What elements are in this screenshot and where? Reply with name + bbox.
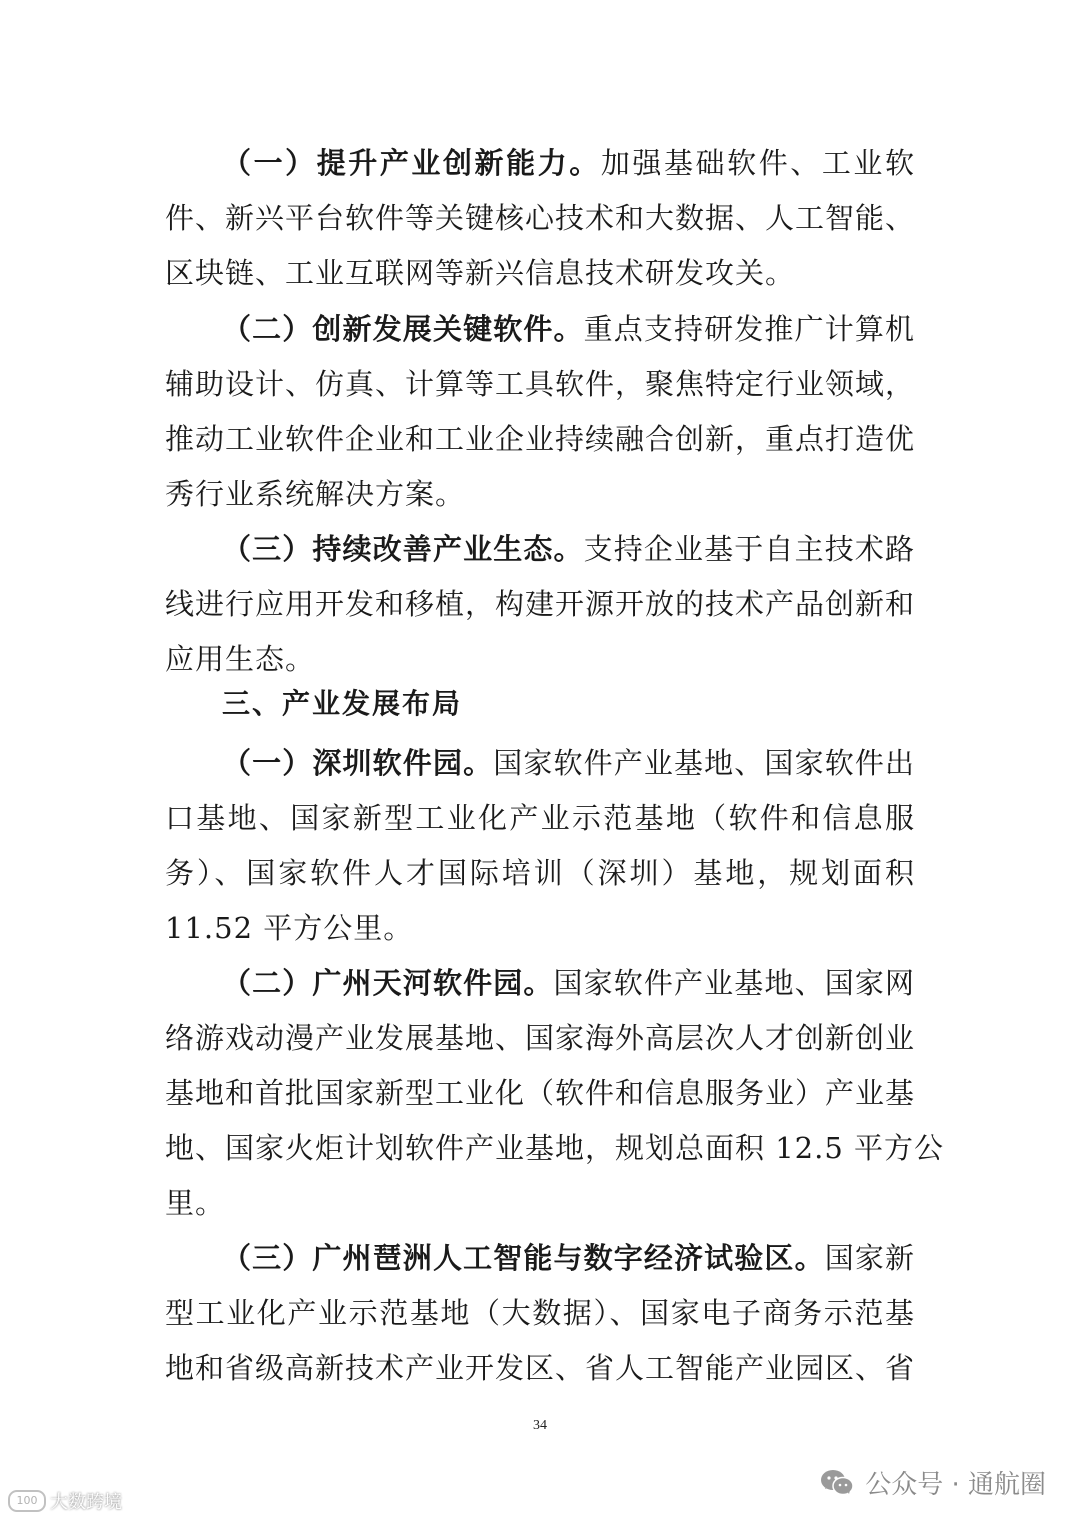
paragraph-line	[222, 746, 915, 780]
paragraph-text: 国家软件产业基地、国家网	[553, 966, 915, 1000]
paragraph-line	[165, 642, 915, 676]
paragraph-line	[165, 1351, 915, 1385]
paragraph-text: 国家软件产业基地、国家软件出	[493, 746, 915, 780]
paragraph-line	[222, 146, 915, 180]
paragraph-text: 秀行业系统解决方案。	[165, 477, 466, 511]
paragraph-heading: （二）广州天河软件园。	[222, 966, 554, 1000]
paragraph-line	[165, 587, 915, 621]
paragraph-line	[222, 966, 915, 1000]
paragraph-text: 支持企业基于自主技术路	[583, 532, 915, 566]
paragraph-text: 型工业化产业示范基地（大数据）、国家电子商务示范基	[165, 1296, 915, 1330]
paragraph-text: 线进行应用开发和移植，构建开源开放的技术产品创新和	[165, 587, 916, 621]
section-heading: 三、产业发展布局	[222, 687, 463, 720]
paragraph-line	[165, 422, 915, 456]
watermark-right	[819, 1464, 1046, 1501]
watermark-right-text: 公众号 · 通航圈	[865, 1470, 1046, 1500]
paragraph-line	[165, 911, 915, 945]
paragraph-text: 区块链、工业互联网等新兴信息技术研发攻关。	[165, 256, 796, 290]
paragraph-heading: （一）深圳软件园。	[222, 746, 494, 780]
paragraph-text: 务）、国家软件人才国际培训（深圳）基地，规划面积	[165, 856, 915, 890]
paragraph-line	[165, 367, 915, 401]
paragraph-text: 络游戏动漫产业发展基地、国家海外高层次人才创新创业	[165, 1021, 916, 1055]
paragraph-heading: （二）创新发展关键软件。	[222, 312, 584, 346]
paragraph-text: 推动工业软件企业和工业企业持续融合创新，重点打造优	[165, 422, 916, 456]
paragraph-line	[165, 1021, 915, 1055]
paragraph-line	[222, 532, 915, 566]
paragraph-text: 地和省级高新技术产业开发区、省人工智能产业园区、省	[165, 1351, 916, 1385]
paragraph-text: 基地和首批国家新型工业化（软件和信息服务业）产业基	[165, 1076, 916, 1110]
watermark-logo-icon: 100	[8, 1490, 46, 1512]
paragraph-text: 件、新兴平台软件等关键核心技术和大数据、人工智能、	[165, 201, 916, 235]
paragraph-text: 11.52 平方公里。	[165, 911, 414, 945]
watermark-left-text: 大数跨境	[50, 1492, 122, 1513]
paragraph-heading: （一）提升产业创新能力。	[222, 146, 601, 180]
paragraph-line	[165, 1296, 915, 1330]
paragraph-text: 口基地、国家新型工业化产业示范基地（软件和信息服	[165, 801, 915, 835]
paragraph-text: 地、国家火炬计划软件产业基地，规划总面积 12.5 平方公	[165, 1131, 945, 1165]
paragraph-heading: （三）广州琶洲人工智能与数字经济试验区。	[222, 1241, 825, 1275]
paragraph-line	[165, 801, 915, 835]
paragraph-line	[165, 256, 915, 290]
paragraph-line	[165, 1186, 915, 1220]
paragraph-heading: （三）持续改善产业生态。	[222, 532, 584, 566]
paragraph-line	[165, 1076, 915, 1110]
page-number: 34	[533, 1418, 547, 1433]
paragraph-text: 辅助设计、仿真、计算等工具软件，聚焦特定行业领域，	[165, 367, 916, 401]
paragraph-line	[165, 1131, 945, 1165]
paragraph-text: 里。	[165, 1186, 226, 1220]
watermark-left	[8, 1488, 122, 1514]
paragraph-line	[165, 856, 915, 890]
paragraph-line	[165, 201, 915, 235]
wechat-icon	[819, 1467, 855, 1499]
paragraph-text: 应用生态。	[165, 642, 316, 676]
paragraph-line	[165, 477, 915, 511]
paragraph-text: 重点支持研发推广计算机	[583, 312, 915, 346]
paragraph-line	[222, 1241, 915, 1275]
paragraph-line	[222, 312, 915, 346]
paragraph-text: 国家新	[824, 1241, 915, 1275]
paragraph-text: 加强基础软件、工业软	[600, 146, 915, 180]
